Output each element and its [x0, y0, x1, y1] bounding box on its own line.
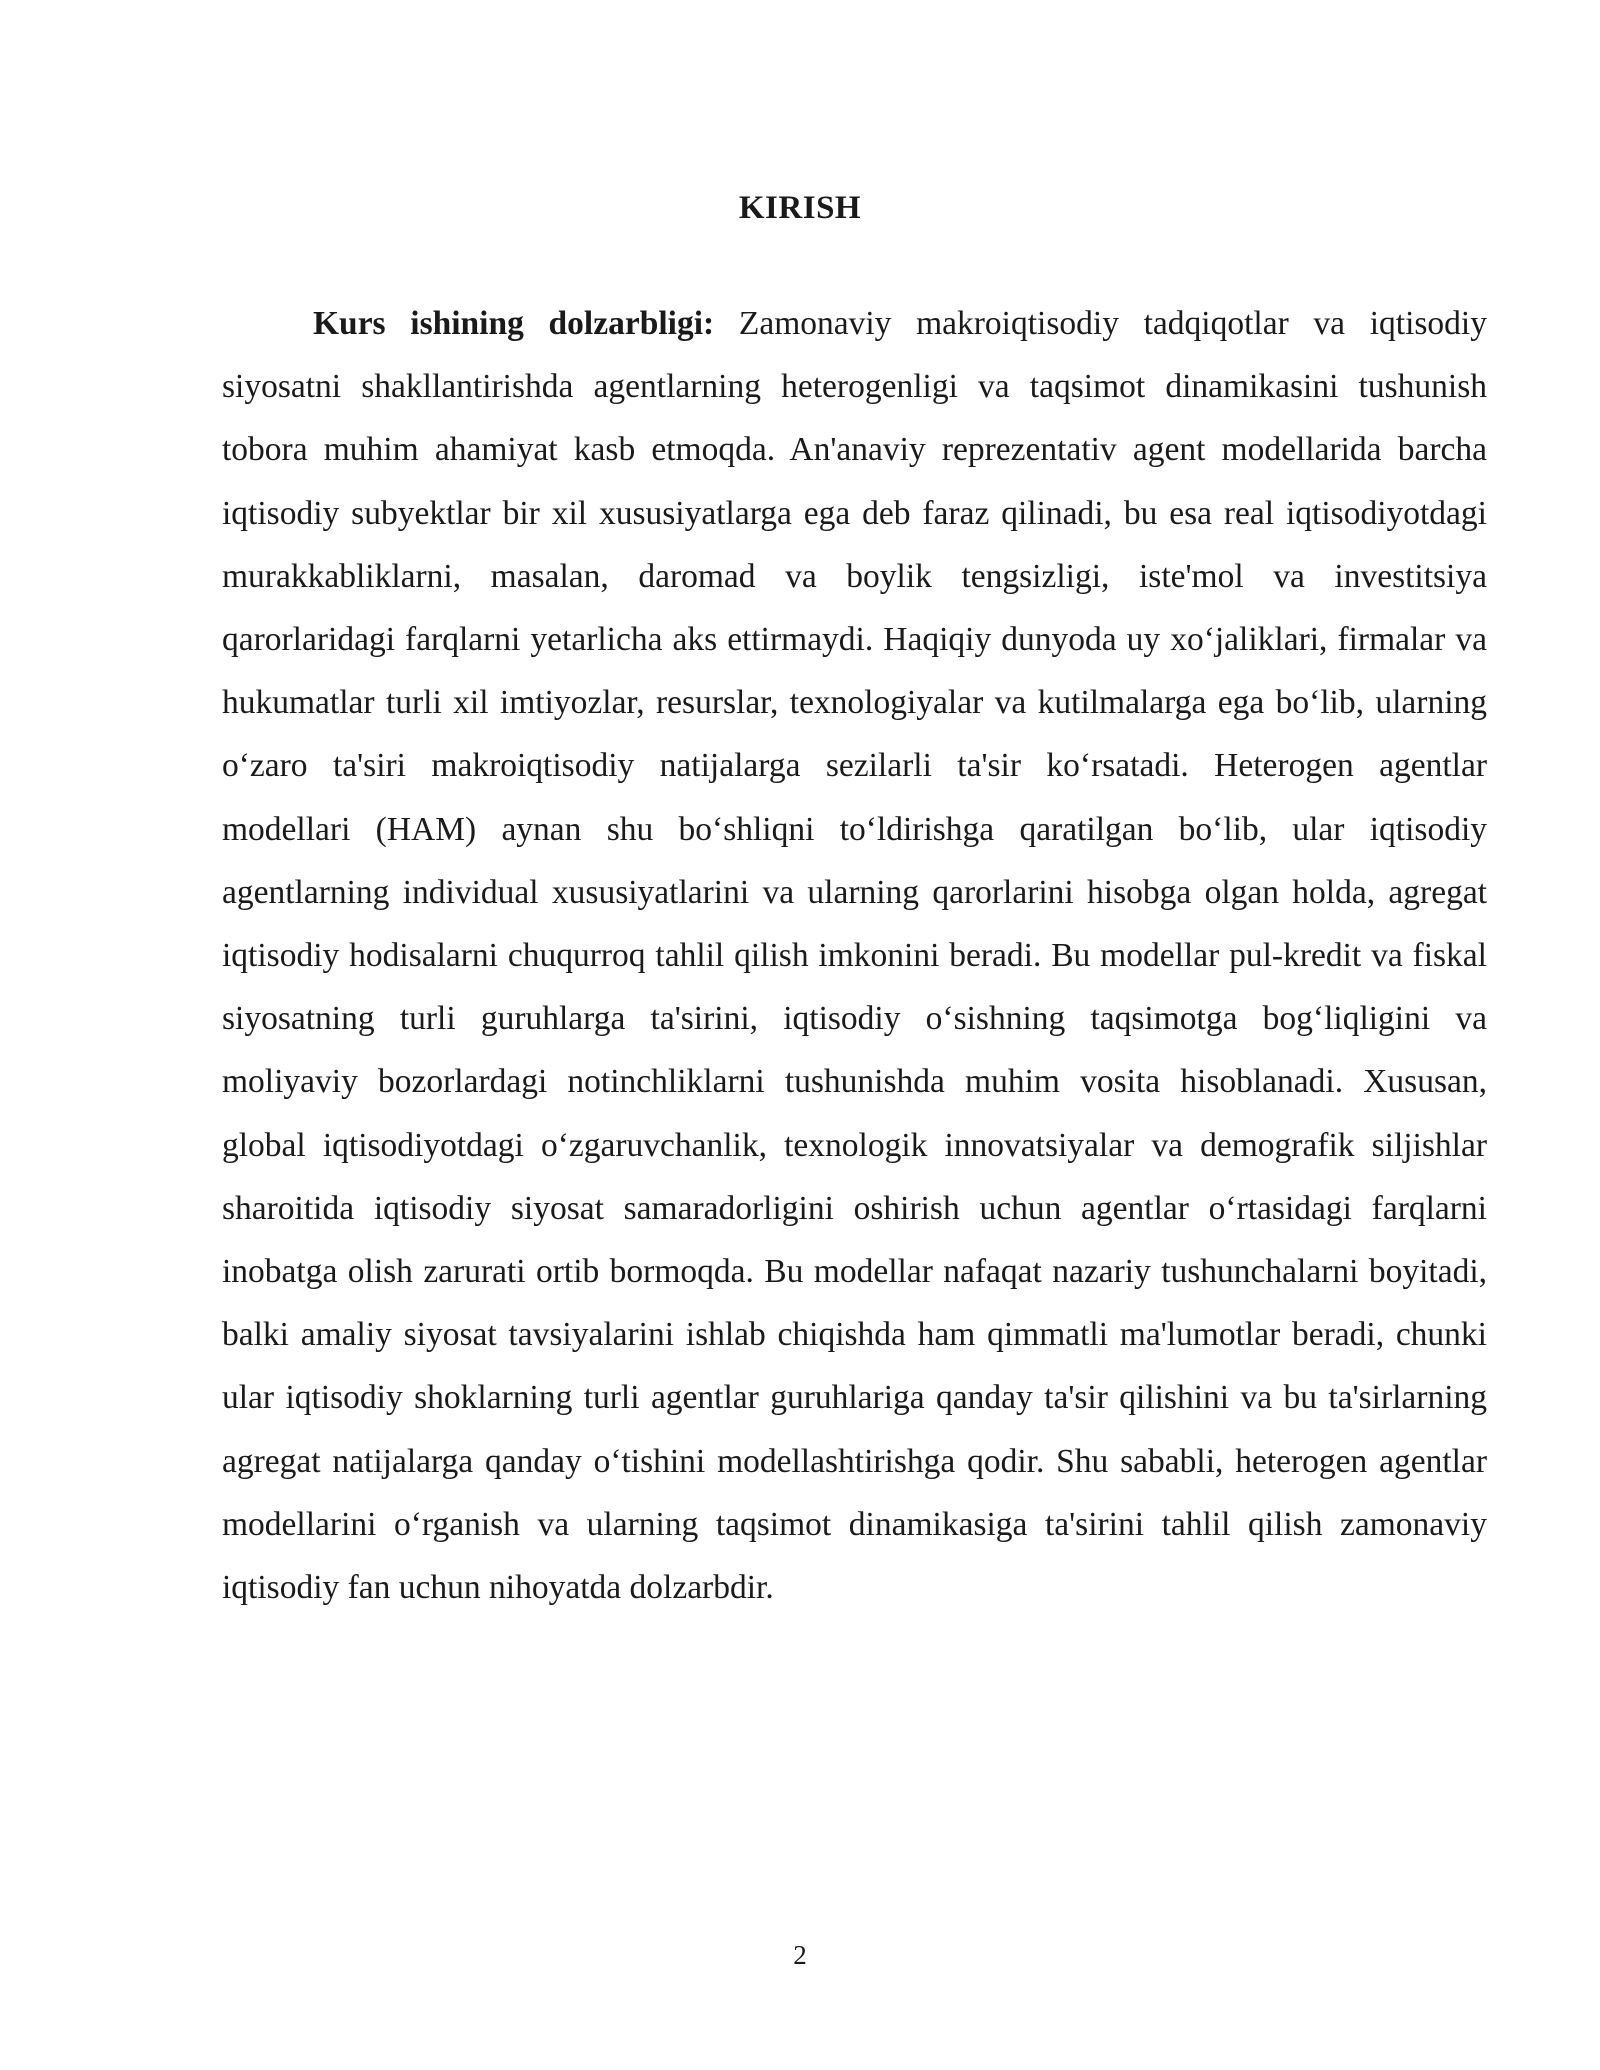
paragraph-text: Zamonaviy makroiqtisodiy tadqiqotlar va iqtisodiy siyosatni shakllantirishda agentlarning heterogenligi va taqsimot dinamikasini tushunish tobora muhim ahamiyat kasb etmoqda. An'anaviy reprezentativ agent modellarida barcha iqtisodiy subyektlar bir xil xususiyatlarga ega deb faraz qilinadi, bu esa real iqtisodiyotdagi murakkabliklarni, masalan, daromad va boylik tengsizligi, iste'mol va investitsiya qarorlaridagi farqlarni yetarlicha aks ettirmaydi. Haqiqiy dunyoda uy xoʻjaliklari, firmalar va hukumatlar turli xil imtiyozlar, resurslar, texnologiyalar va kutilmalarga ega boʻlib, ularning oʻzaro ta'siri makroiqtisodiy natijalarga sezilarli ta'sir koʻrsatadi. Heterogen agentlar modellari (HAM) aynan shu boʻshliqni toʻldirishga qaratilgan boʻlib, ular iqtisodiy agentlarning individual xususiyatlarini va ularning qarorlarini hisobga olgan holda, agregat iqtisodiy hodisalarni chuqurroq tahlil qilish imkonini beradi. Bu modellar pul-kredit va fiskal siyosatning turli guruhlarga ta'sirini, iqtisodiy oʻsishning taqsimotga bogʻliqligini va moliyaviy bozorlardagi notinchliklarni tushunishda muhim vosita hisoblanadi. Xususan, global iqtisodiyotdagi oʻzgaruvchanlik, texnologik innovatsiyalar va demografik siljishlar sharoitida iqtisodiy siyosat samaradorligini oshirish uchun agentlar oʻrtasidagi farqlarni inobatga olish zarurati ortib bormoqda. Bu modellar nafaqat nazariy tushunchalarni boyitadi, balki amaliy siyosat tavsiyalarini ishlab chiqishda ham qimmatli ma'lumotlar beradi, chunki ular iqtisodiy shoklarning turli agentlar guruhlariga qanday ta'sir qilishini va bu ta'sirlarning agregat natijalarga qanday oʻtishini modellashtirishga qodir. Shu sababli, heterogen agentlar modellarini oʻrganish va ularning taqsimot dinamikasiga ta'sirini tahlil qilish zamonaviy iqtisodiy fan uchun nihoyatda dolzarbdir. — [222, 305, 1487, 1607]
page-number: 2 — [793, 1940, 807, 1970]
body-paragraph — [222, 292, 1487, 1619]
paragraph-lead: Kurs ishining dolzarbligi: — [313, 305, 715, 342]
page-title: KIRISH — [738, 190, 862, 226]
